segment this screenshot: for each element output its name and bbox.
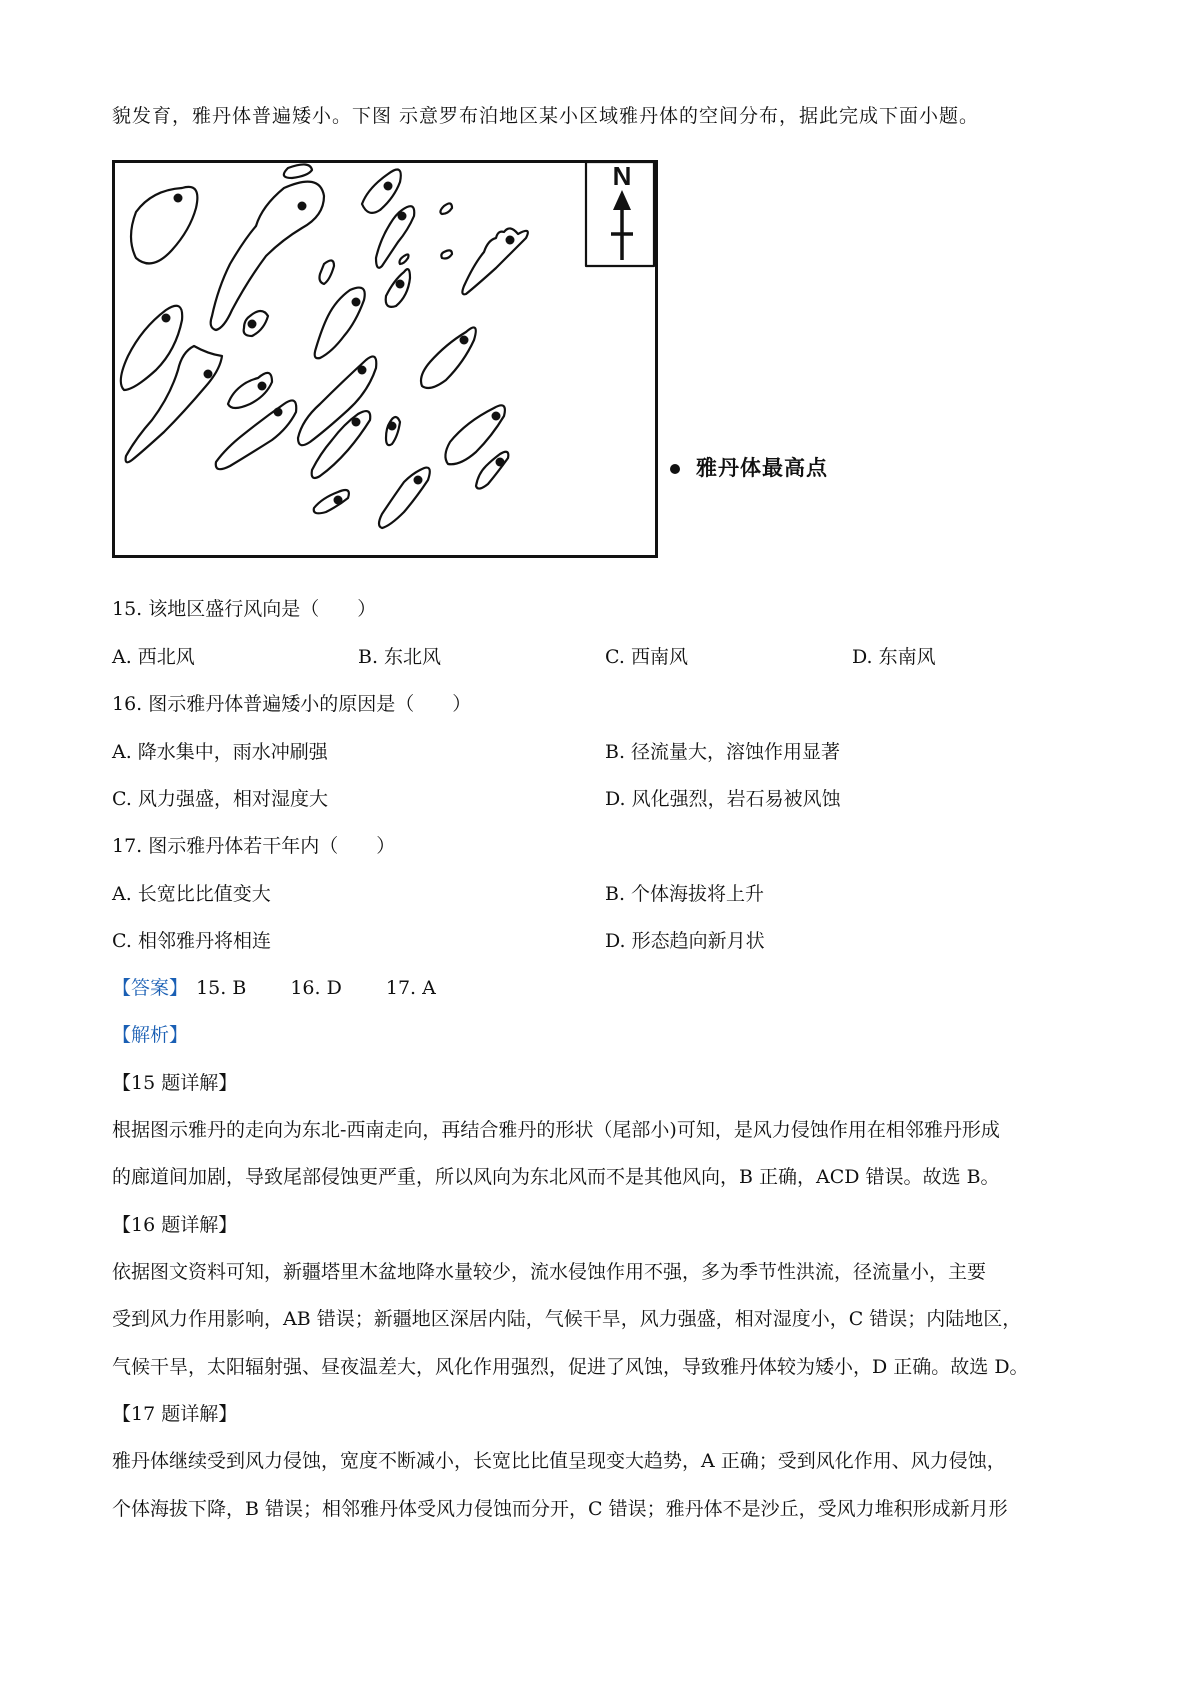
yardang-outline: [216, 400, 296, 469]
yardang-outline: [400, 254, 409, 264]
yardang-outline: [131, 187, 197, 264]
yardang-peak-point: [274, 408, 283, 417]
question-15-stem: 15. 该地区盛行风向是（ ）: [112, 598, 377, 620]
yardang-outline: [228, 373, 272, 408]
q17-option-c: C. 相邻雅丹将相连: [112, 930, 271, 952]
yardang-outline: [362, 170, 401, 213]
yardang-peak-point: [460, 336, 469, 345]
north-arrow-icon: [611, 161, 633, 260]
detail-16-line: 依据图文资料可知，新疆塔里木盆地降水量较少，流水侵蚀作用不强，多为季节性洪流，径流量小，主要: [112, 1261, 987, 1283]
yardang-peak-point: [358, 366, 367, 375]
detail-16-line: 受到风力作用影响，AB 错误；新疆地区深居内陆，气候干旱，风力强盛，相对湿度小，C 错误；内陆地区，: [112, 1308, 1022, 1330]
yardang-outline: [440, 203, 452, 214]
yardang-peak-point: [352, 418, 361, 427]
yardang-outline: [121, 306, 182, 390]
yardang-peak-point: [506, 236, 515, 245]
yardang-outline: [441, 250, 452, 258]
detail-17-title: 【17 题详解】: [112, 1403, 238, 1425]
yardang-outline: [386, 269, 410, 307]
detail-16-title: 【16 题详解】: [112, 1214, 238, 1236]
q15-option-d: D. 东南风: [852, 646, 936, 668]
answer-item: 17. A: [385, 977, 436, 999]
detail-17-line: 雅丹体继续受到风力侵蚀，宽度不断减小，长宽比比值呈现变大趋势，A 正确；受到风化作用、风力侵蚀，: [112, 1450, 1006, 1472]
yardang-outline: [126, 346, 222, 462]
yardang-peak-point: [334, 496, 343, 505]
detail-15-title: 【15 题详解】: [112, 1072, 238, 1094]
detail-15-line: 的廊道间加剧，导致尾部侵蚀更严重，所以风向为东北风而不是其他风向，B 正确，ACD 错误。故选 B。: [112, 1166, 1000, 1188]
q16-option-c: C. 风力强盛，相对湿度大: [112, 788, 328, 810]
yardang-peak-point: [384, 182, 393, 191]
yardang-outline: [462, 228, 527, 294]
yardang-outline: [211, 182, 324, 330]
yardang-outline: [421, 328, 476, 389]
yardang-outline: [284, 164, 312, 178]
analysis-tag: 【解析】: [112, 1024, 189, 1046]
yardang-peak-point: [396, 280, 405, 289]
q15-option-b: B. 东北风: [358, 646, 442, 668]
yardang-peak-point: [492, 412, 501, 421]
yardang-outline: [312, 411, 371, 478]
q16-option-d: D. 风化强烈，岩石易被风蚀: [605, 788, 841, 810]
yardang-peak-point: [496, 458, 505, 467]
q17-option-a: A. 长宽比比值变大: [112, 883, 271, 905]
yardang-peak-point: [258, 382, 267, 391]
q16-option-b: B. 径流量大，溶蚀作用显著: [605, 741, 841, 763]
yardang-peak-point: [248, 320, 257, 329]
yardang-peak-point: [298, 202, 307, 211]
yardang-outline: [386, 417, 400, 445]
legend-dot-icon: [670, 464, 680, 474]
yardang-peak-point: [414, 476, 423, 485]
north-label: N: [612, 161, 632, 191]
yardang-outline: [314, 490, 349, 513]
yardang-peak-point: [398, 212, 407, 221]
answer-item: 15. B: [196, 977, 247, 999]
detail-16-line: 气候干旱，太阳辐射强、昼夜温差大，风化作用强烈，促进了风蚀，导致雅丹体较为矮小，D 正确。故选 D。: [112, 1356, 1029, 1378]
detail-15-line: 根据图示雅丹的走向为东北-西南走向，再结合雅丹的形状（尾部小)可知，是风力侵蚀作用在相邻雅丹形成: [112, 1119, 1000, 1141]
q15-option-c: C. 西南风: [605, 646, 688, 668]
answer-item: 16. D: [290, 977, 342, 999]
yardang-map: [112, 160, 658, 558]
map-legend: [670, 452, 828, 482]
yardang-outline: [320, 260, 335, 284]
yardang-outline: [379, 468, 430, 528]
question-17-stem: 17. 图示雅丹体若干年内（ ）: [112, 835, 396, 857]
q17-option-d: D. 形态趋向新月状: [605, 930, 765, 952]
legend-label: 雅丹体最高点: [696, 456, 828, 480]
yardang-peak-point: [174, 194, 183, 203]
answer-tag: 【答案】: [112, 977, 189, 999]
yardang-map-figure: [112, 160, 872, 560]
q15-option-a: A. 西北风: [112, 646, 195, 668]
q17-option-b: B. 个体海拔将上升: [605, 883, 765, 905]
detail-17-line: 个体海拔下降，B 错误；相邻雅丹体受风力侵蚀而分开，C 错误；雅丹体不是沙丘，受风力堆积形成新月形: [112, 1498, 1008, 1520]
yardang-peak-point: [352, 298, 361, 307]
question-16-stem: 16. 图示雅丹体普遍矮小的原因是（ ）: [112, 693, 472, 715]
yardang-peak-point: [204, 370, 213, 379]
answer-line: [112, 976, 436, 1000]
yardang-peak-point: [162, 314, 171, 323]
q16-option-a: A. 降水集中，雨水冲刷强: [112, 741, 328, 763]
yardang-peak-point: [388, 422, 397, 431]
intro-text: 貌发育，雅丹体普遍矮小。下图 示意罗布泊地区某小区域雅丹体的空间分布，据此完成下面小题。: [112, 105, 980, 127]
yardang-outline: [476, 452, 508, 489]
